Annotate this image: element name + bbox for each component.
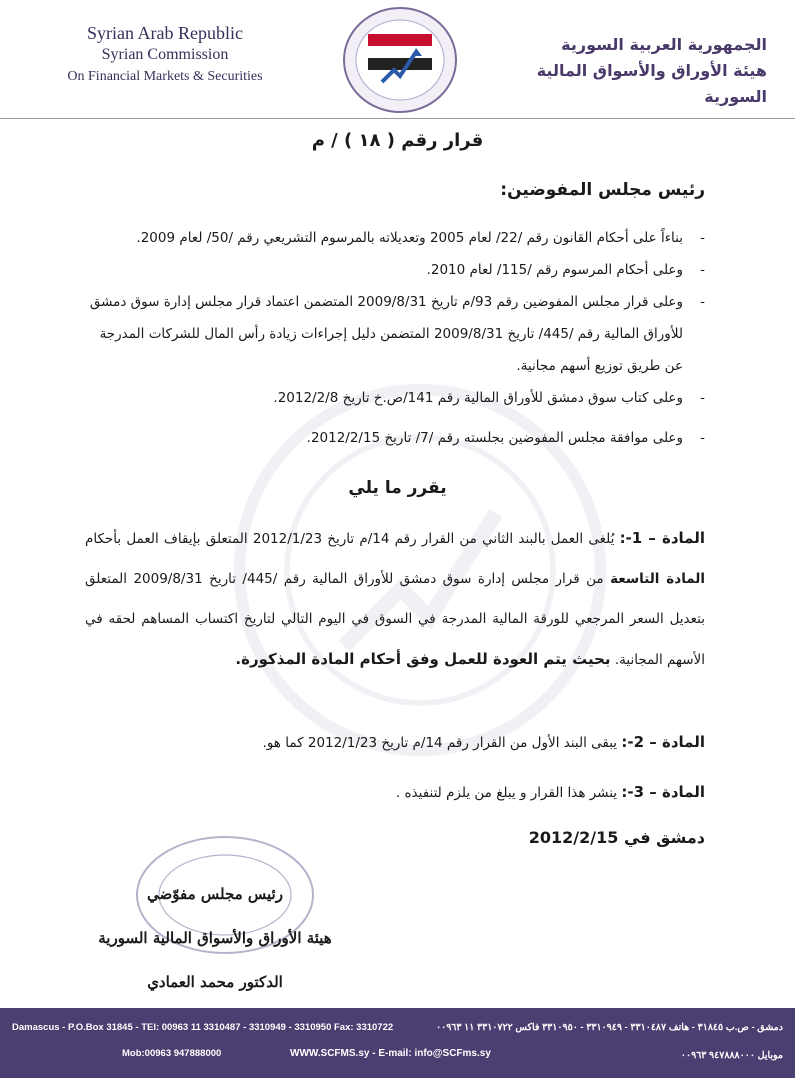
decision-date: دمشق في 2012/2/15 bbox=[528, 828, 705, 847]
preamble-item: - وعلى كتاب سوق دمشق للأوراق المالية رقم 141/ص.خ تاريخ 2012/2/8. bbox=[85, 382, 705, 414]
footer-mobile-en: Mob:00963 947888000 bbox=[122, 1048, 222, 1059]
footer-mobile-ar: موبايل ٩٤٧٨٨٨٠٠٠ ٠٠٩٦٣ bbox=[680, 1050, 783, 1061]
footer-contact-ar: دمشق - ص.ب ٣١٨٤٥ - هاتف ٣٣١٠٤٨٧ - ٣٣١٠٩٤٩ - ٣٣١٠٩٥٠ فاكس ٣٣١٠٧٢٢ ١١ ٠٠٩٦٣ bbox=[435, 1022, 783, 1033]
article-2 bbox=[85, 722, 705, 763]
header-en-line1: Syrian Arab Republic bbox=[87, 23, 243, 43]
article-2-label: المادة – 2-: bbox=[621, 733, 705, 751]
header-arabic bbox=[507, 32, 767, 110]
article-1-text-b: من قرار مجلس إدارة سوق دمشق للأوراق المالية رقم /445/ تاريخ 2009/8/31 المتعلق بتعديل السعر المرجعي للورقة المالية المدرجة في السوق في اليوم التالي لتاريخ اكتساب المساهم لحقه في الأسهم المجانية. bbox=[85, 571, 705, 668]
header-ar-line1: الجمهورية العربية السورية bbox=[561, 35, 767, 54]
article-1 bbox=[85, 518, 705, 680]
preamble-list bbox=[85, 222, 705, 454]
preamble-item: - وعلى موافقة مجلس المفوضين بجلسته رقم /7/ تاريخ 2012/2/15. bbox=[85, 422, 705, 454]
signature-block bbox=[75, 872, 355, 1004]
article-1-bold-a: المادة التاسعة bbox=[610, 571, 706, 587]
signature-line3: الدكتور محمد العمادي bbox=[147, 973, 283, 991]
article-3 bbox=[85, 772, 705, 813]
preamble-item: - وعلى أحكام المرسوم رقم /115/ لعام 2010. bbox=[85, 254, 705, 286]
header-english bbox=[40, 22, 290, 88]
decides-heading: يقرر ما يلي bbox=[348, 478, 447, 498]
signature-line1: رئيس مجلس مفوّضي bbox=[147, 885, 283, 903]
article-2-text: يبقى البند الأول من القرار رقم 14/م تاريخ 2012/1/23 كما هو. bbox=[262, 735, 618, 751]
chair-heading: رئيس مجلس المفوضين: bbox=[500, 180, 705, 200]
article-1-text-a: يُلغى العمل بالبند الثاني من القرار رقم 14/م تاريخ 2012/1/23 المتعلق بإيقاف العمل بأحكام bbox=[85, 531, 615, 547]
commission-logo-icon bbox=[340, 4, 460, 116]
preamble-item: - بناءاً على أحكام القانون رقم /22/ لعام 2005 وتعديلاته بالمرسوم التشريعي رقم /50/ لعام 2009. bbox=[85, 222, 705, 254]
article-3-label: المادة – 3-: bbox=[621, 783, 705, 801]
signature-line2: هيئة الأوراق والأسواق المالية السورية bbox=[98, 929, 332, 947]
article-1-bold-b: بحيث يتم العودة للعمل وفق أحكام المادة المذكورة. bbox=[235, 650, 611, 668]
decision-title: قرار رقم ( ١٨ ) / م bbox=[311, 130, 484, 151]
header-en-line2: Syrian Commission bbox=[101, 46, 229, 63]
footer-row-contact bbox=[0, 1018, 795, 1040]
preamble-item: - وعلى قرار مجلس المفوضين رقم 93/م تاريخ 2009/8/31 المتضمن اعتماد قرار مجلس إدارة سوق دمشق للأوراق المالية رقم /445/ تاريخ 2009/8/31 المتضمن دليل إجراءات زيادة رأس المال للشركات المدرجة عن طريق توزيع أسهم مجانية. bbox=[85, 286, 705, 382]
header-en-line3: On Financial Markets & Securities bbox=[67, 69, 263, 84]
footer bbox=[0, 1008, 795, 1078]
article-3-text: ينشر هذا القرار و يبلغ من يلزم لتنفيذه . bbox=[395, 785, 618, 801]
header-ar-line2: هيئة الأوراق والأسواق المالية السورية bbox=[536, 61, 767, 106]
header-divider bbox=[0, 118, 795, 119]
footer-web-email[interactable]: WWW.SCFMS.sy - E-mail: info@SCFms.sy bbox=[290, 1048, 491, 1059]
article-1-label: المادة – 1-: bbox=[619, 529, 705, 547]
footer-contact-en: Damascus - P.O.Box 31845 - TEl: 00963 11 3310487 - 3310949 - 3310950 Fax: 3310722 bbox=[12, 1022, 394, 1033]
footer-row-web bbox=[0, 1046, 795, 1068]
